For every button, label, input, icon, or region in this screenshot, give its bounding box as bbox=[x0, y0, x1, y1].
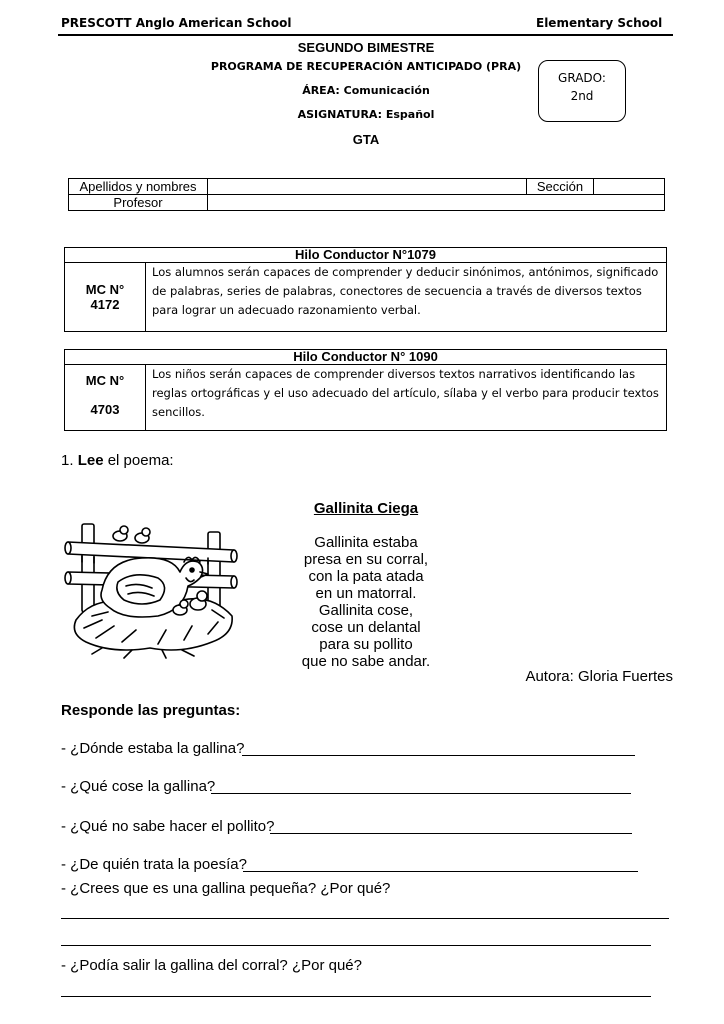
school-name: PRESCOTT Anglo American School bbox=[61, 16, 292, 30]
student-info-table bbox=[68, 178, 665, 211]
school-level: Elementary School bbox=[536, 16, 663, 30]
poem-line-2: presa en su corral, bbox=[303, 551, 429, 568]
hilo-2-description: Los niños serán capaces de comprender diversos textos narrativos identificando las reglas ortográficas y el uso adecuado del artículo, sílaba y el verbo para producir textos sencillos. bbox=[146, 365, 667, 431]
poem-line-3: con la pata atada bbox=[308, 568, 424, 585]
hilo-2-code-label: MC N° bbox=[85, 373, 125, 388]
title-programa: PROGRAMA DE RECUPERACIÓN ANTICIPADO (PRA) bbox=[210, 60, 522, 73]
poem-line-7: para su pollito bbox=[319, 636, 413, 653]
instruction bbox=[61, 452, 174, 469]
answer-line-4[interactable] bbox=[243, 871, 638, 872]
answer-line-3[interactable] bbox=[270, 833, 632, 834]
question-1: - ¿Dónde estaba la gallina? bbox=[61, 740, 245, 757]
instruction-verb: Lee bbox=[77, 452, 104, 469]
poem-title: Gallinita Ciega bbox=[313, 500, 419, 517]
poem-line-5: Gallinita cose, bbox=[318, 602, 414, 619]
answer-line-5a[interactable] bbox=[61, 918, 669, 919]
poem-line-4: en un matorral. bbox=[315, 585, 417, 602]
hilo-2-code-number: 4703 bbox=[90, 402, 120, 417]
poem-line-8: que no sabe andar. bbox=[301, 653, 431, 670]
names-label: Apellidos y nombres bbox=[69, 179, 208, 195]
title-gta: GTA bbox=[352, 132, 380, 147]
header-divider bbox=[58, 34, 673, 36]
teacher-field[interactable] bbox=[208, 195, 665, 211]
section-field[interactable] bbox=[594, 179, 665, 195]
hilo-1-code bbox=[65, 263, 146, 332]
poem-line-1: Gallinita estaba bbox=[314, 534, 418, 551]
hilo-2-title: Hilo Conductor N° 1090 bbox=[65, 350, 667, 365]
hilo-2-code bbox=[65, 365, 146, 431]
question-4: - ¿De quién trata la poesía? bbox=[61, 856, 247, 873]
grade-box bbox=[538, 60, 626, 122]
title-bimestre: SEGUNDO BIMESTRE bbox=[297, 40, 435, 55]
grade-label: GRADO: bbox=[558, 71, 606, 85]
instruction-rest: el poema: bbox=[107, 452, 174, 469]
hen-illustration bbox=[62, 520, 240, 660]
grade-value: 2nd bbox=[570, 89, 594, 103]
answer-line-6[interactable] bbox=[61, 996, 651, 997]
hilo-1-code-number: 4172 bbox=[90, 297, 120, 312]
title-area: ÁREA: Comunicación bbox=[302, 84, 430, 97]
question-2: - ¿Qué cose la gallina? bbox=[61, 778, 216, 795]
hilo-1-code-label: MC N° bbox=[85, 282, 125, 297]
question-3: - ¿Qué no sabe hacer el pollito? bbox=[61, 818, 275, 835]
question-6: - ¿Podía salir la gallina del corral? ¿Por qué? bbox=[61, 957, 362, 974]
section-label: Sección bbox=[527, 179, 594, 195]
questions-heading: Responde las preguntas: bbox=[61, 702, 241, 719]
instruction-number: 1. bbox=[61, 452, 74, 469]
question-5: - ¿Crees que es una gallina pequeña? ¿Por qué? bbox=[61, 880, 391, 897]
hilo-1-description: Los alumnos serán capaces de comprender y deducir sinónimos, antónimos, significado de palabras, series de palabras, conectores de secuencia a través de diversos textos para lograr un adecuado razonamiento verbal. bbox=[146, 263, 667, 332]
hilo-table-1 bbox=[64, 247, 667, 332]
answer-line-1[interactable] bbox=[242, 755, 635, 756]
poem-author: Autora: Gloria Fuertes bbox=[525, 668, 673, 685]
hilo-1-title: Hilo Conductor N°1079 bbox=[65, 248, 667, 263]
names-field[interactable] bbox=[208, 179, 527, 195]
teacher-label: Profesor bbox=[69, 195, 208, 211]
hilo-table-2 bbox=[64, 349, 667, 431]
poem-line-6: cose un delantal bbox=[311, 619, 421, 636]
answer-line-5b[interactable] bbox=[61, 945, 651, 946]
title-asignatura: ASIGNATURA: Español bbox=[297, 108, 435, 121]
answer-line-2[interactable] bbox=[211, 793, 631, 794]
